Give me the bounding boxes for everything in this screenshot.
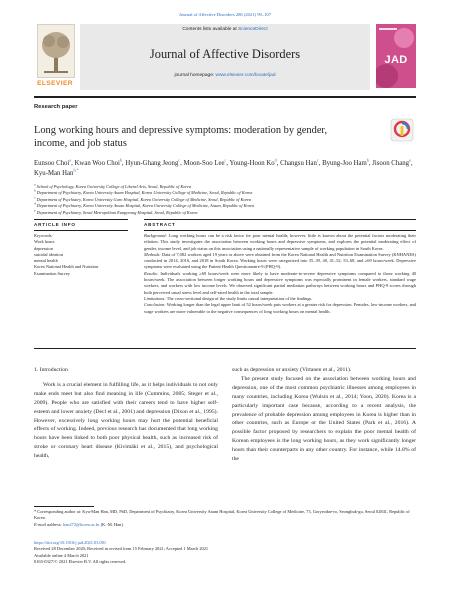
journal-title-box — [80, 24, 370, 90]
author-name[interactable]: Kyu-Man Han — [34, 169, 74, 177]
author-name[interactable]: Eunsoo Choi — [34, 160, 70, 167]
journal-title: Journal of Affective Disorders — [149, 47, 301, 61]
abstract-section-text: The cross-sectional design of the study limits causal interpretation of the findings. — [166, 295, 313, 301]
email-label: E-mail address: — [34, 521, 63, 527]
issn-copyright: 0165-0327/© 2021 Elsevier B.V. All rights reserved. — [34, 559, 127, 565]
divider — [34, 219, 128, 220]
footnotes — [34, 509, 416, 528]
abstract-section-text: Data of 7,082 workers aged 19 years or above were obtained from the Korea National Health and Nutrition Examination Survey (KNHANES) conducted in 2014, 2016, and 2018 in South Korea. Working hours were categorized into 35–39, 40, 41–52, 53–68, and ≥69 hours/week. Depressive symptoms were evaluated using the Patient Health Questionnaire-9 (PHQ-9). — [144, 251, 416, 270]
contents-prefix: Contents lists available at — [182, 27, 239, 32]
body-column-left — [34, 366, 218, 461]
author-name[interactable]: Changsu Han — [280, 160, 317, 167]
keyword-item: mental health — [34, 258, 58, 264]
elsevier-tree-icon — [37, 24, 75, 78]
abstract-section — [144, 302, 416, 315]
body-column-right — [232, 366, 416, 464]
elsevier-logo[interactable] — [34, 22, 76, 94]
author-affiliation-marker[interactable]: e — [409, 157, 411, 163]
article-info-heading: ARTICLE INFO — [34, 222, 76, 227]
abstract-section-label: Results: — [144, 270, 159, 276]
keywords-list — [34, 239, 128, 277]
affiliation-marker: a — [34, 182, 36, 187]
keywords-label: Keywords: — [34, 233, 53, 238]
elsevier-wordmark: ELSEVIER — [37, 80, 73, 87]
email-line — [34, 522, 416, 528]
author-name[interactable]: Moon-Soo Lee — [183, 160, 225, 167]
keyword-item: Work hours — [34, 239, 55, 245]
abstract-section-text: Working longer than the legal upper limit of 52 hours/week puts workers at a greater risk for depression. Females, low-income workers, and wage workers are more vulnerable to the negative consequences of long working hours on mental health. — [144, 302, 416, 314]
divider — [144, 219, 416, 220]
affiliation-marker: d — [34, 201, 36, 206]
affiliation-text: Department of Psychiatry, Korea University Guro Hospital, Korea University College of Medicine, Seoul, Republic of Korea — [36, 196, 252, 202]
contents-line — [80, 27, 370, 32]
body-paragraph: The present study focused on the association between working hours and depression, one of the most common psychiatric illnesses among employees in many countries, including Korea (Wulsin et al., 2014; Yoon, 2020). Korea is a particularly important case because, according to a recent analysis, the prevalence of probable depression among employees in Korea is higher than in other countries, such as Europe or the United States (Park et al., 2016). A possible factor proposed by researchers to explain the poor mental health of Korean employees is the long working hours, as they work significantly longer hours than their counterparts in any other country. For instance, while 14.8% of the — [232, 375, 416, 463]
author-affiliation-marker[interactable]: b,* — [73, 167, 79, 173]
abstract-section-label: Methods: — [144, 251, 161, 257]
affiliation-text: School of Psychology, Korea University College of Liberal Arts, Seoul, Republic of Korea — [36, 184, 191, 189]
author-name[interactable]: Young-Hoon Ko — [229, 160, 275, 167]
sciencedirect-link[interactable]: ScienceDirect — [238, 27, 268, 32]
abstract-heading: ABSTRACT — [144, 222, 176, 227]
affiliation-marker: b — [34, 188, 36, 193]
affiliation-item — [34, 210, 414, 216]
email-link[interactable]: han272@korea.ac.kr — [63, 521, 100, 527]
abstract-text — [144, 233, 416, 347]
abstract-section-label: Conclusion: — [144, 302, 166, 308]
affiliation-text: Department of Psychiatry, Korea University Anam Hospital, Korea University College of Medicine, Seoul, Republic of Korea — [36, 190, 253, 196]
homepage-line — [80, 73, 370, 78]
author-affiliation-marker[interactable]: b — [119, 157, 122, 163]
keyword-item: Examination Survey — [34, 270, 70, 276]
body-paragraph: such as depression or anxiety (Virtanen et al., 2011). — [232, 367, 352, 373]
crossmark-icon[interactable] — [390, 118, 414, 142]
email-suffix: (K.-M. Han). — [99, 521, 124, 527]
abstract-section — [144, 271, 416, 296]
keyword-item: depression — [34, 245, 53, 251]
abstract-section-label: Limitations: — [144, 295, 166, 301]
author-affiliation-marker[interactable]: d — [274, 157, 277, 163]
author-name[interactable]: Jisoon Chang — [372, 160, 410, 167]
author-affiliation-marker[interactable]: c — [316, 157, 319, 163]
affiliation-marker: c — [34, 195, 36, 200]
publication-details — [34, 540, 416, 566]
journal-masthead — [34, 20, 416, 98]
affiliation-text: Department of Psychiatry, Seoul Metropolitan Eunpyeong Hospital, Seoul, Republic of Korea — [36, 209, 198, 215]
author-name[interactable]: Hyun-Ghang Jeong — [125, 160, 179, 167]
affiliation-list — [34, 184, 414, 216]
body-paragraph: Work is a crucial element in fulfilling life, as it helps individuals to not only make ends meet but also find meaning in life (Cummins, 2005; Steger et al., 2009). People who are satisfied with their careers tend to have higher self-esteem and lower anxiety (Decl et al., 2001) and depression (Dixon et al., 1995). However, excessively long working hours may hurt the potential beneficial effects of working. Indeed, previous research has documented that long working hours have been linked to both poor physical health, such as increased risk of stroke or coronary heart disease (Kivimäki et al., 2015), and psychological health, — [34, 381, 218, 460]
author-name[interactable]: Kwan Woo Choi — [74, 160, 120, 167]
affiliation-marker: e — [34, 208, 36, 213]
footnote-divider — [34, 506, 94, 507]
author-name[interactable]: Byung-Joo Ham — [322, 160, 367, 167]
online-date: Available online 4 March 2021 — [34, 552, 89, 558]
author-list: Eunsoo Choi$^a$, Kwan Woo Choi$^b$, Hyun-Ghang Jeong$^c$, Moon-Soo Lee$^c$, Young-Hoon Ko$^d$, Changsu Han$^c$, Byung-Joo Ham$^b$, Jisoon Chang$^e$, Kyu-Man Han$^{b,*}$ — [34, 157, 413, 177]
keyword-item: Korea National Health and Nutrition — [34, 264, 99, 270]
abstract-section — [144, 252, 416, 271]
corresponding-author-note: * Corresponding author at: Kyu-Man Han, MD, PhD, Department of Psychiatry, Korea University Anam Hospital, Korea University College of Medicine, 73, Goryeodae-ro, Seongbuk-gu, Seoul 02841, Republic of Korea. — [34, 509, 410, 521]
abstract-section-text: Individuals working ≥69 hours/week were more likely to have moderate-to-severe depressive symptoms compared to those working 40 hours/week. The association between longer working hours and depressive symptoms was especially prominent in female workers, standard wage workers, and workers with low income levels. We observed significant partial mediation pathways between working hours and PHQ-9 scores through both perceived usual stress level and self-rated health in the total sample. — [144, 270, 417, 295]
abstract-section-label: Background: — [144, 233, 168, 238]
abstract-section-text: Long working hours can be a risk factor for poor mental health; however, little is known about the potential factors moderating their relation. This study investigates the association between working hours and depressive symptoms, and explores the potential moderating effect of gender, income level, and job status on this association using a nationally representative sample of working population in South Korea. — [144, 233, 417, 251]
homepage-link[interactable]: www.elsevier.com/locate/jad — [215, 73, 276, 78]
author-affiliation-marker[interactable]: b — [366, 157, 369, 163]
section-heading-introduction: 1. Introduction — [34, 367, 68, 373]
divider — [34, 348, 416, 349]
author-affiliation-marker[interactable]: c — [178, 157, 181, 163]
cover-title: JAD — [384, 54, 408, 66]
divider — [144, 230, 416, 231]
author-affiliation-marker[interactable]: a — [69, 157, 72, 163]
article-title: Long working hours and depressive symptoms: moderation by gender, income, and job status — [34, 125, 328, 150]
author-affiliation-marker[interactable]: c — [224, 157, 227, 163]
keyword-item: suicidal ideation — [34, 251, 63, 257]
divider — [34, 230, 128, 231]
journal-citation[interactable]: Journal of Affective Disorders 286 (2021) 99–107 — [178, 12, 272, 17]
journal-cover-thumbnail[interactable] — [376, 24, 416, 88]
doi-link[interactable]: https://doi.org/10.1016/j.jad.2021.03.001 — [34, 540, 107, 545]
received-dates: Received 28 December 2020; Received in revised form 15 February 2021; Accepted 1 March 2021 — [34, 546, 209, 552]
affiliation-text: Department of Psychiatry, Korea University Ansan Hospital, Korea University College of Medicine, Ansan, Republic of Korea — [36, 203, 255, 209]
article-type: Research paper — [34, 104, 78, 110]
abstract-section — [144, 233, 416, 252]
homepage-prefix: journal homepage: — [174, 73, 216, 78]
keywords-block — [34, 233, 128, 277]
